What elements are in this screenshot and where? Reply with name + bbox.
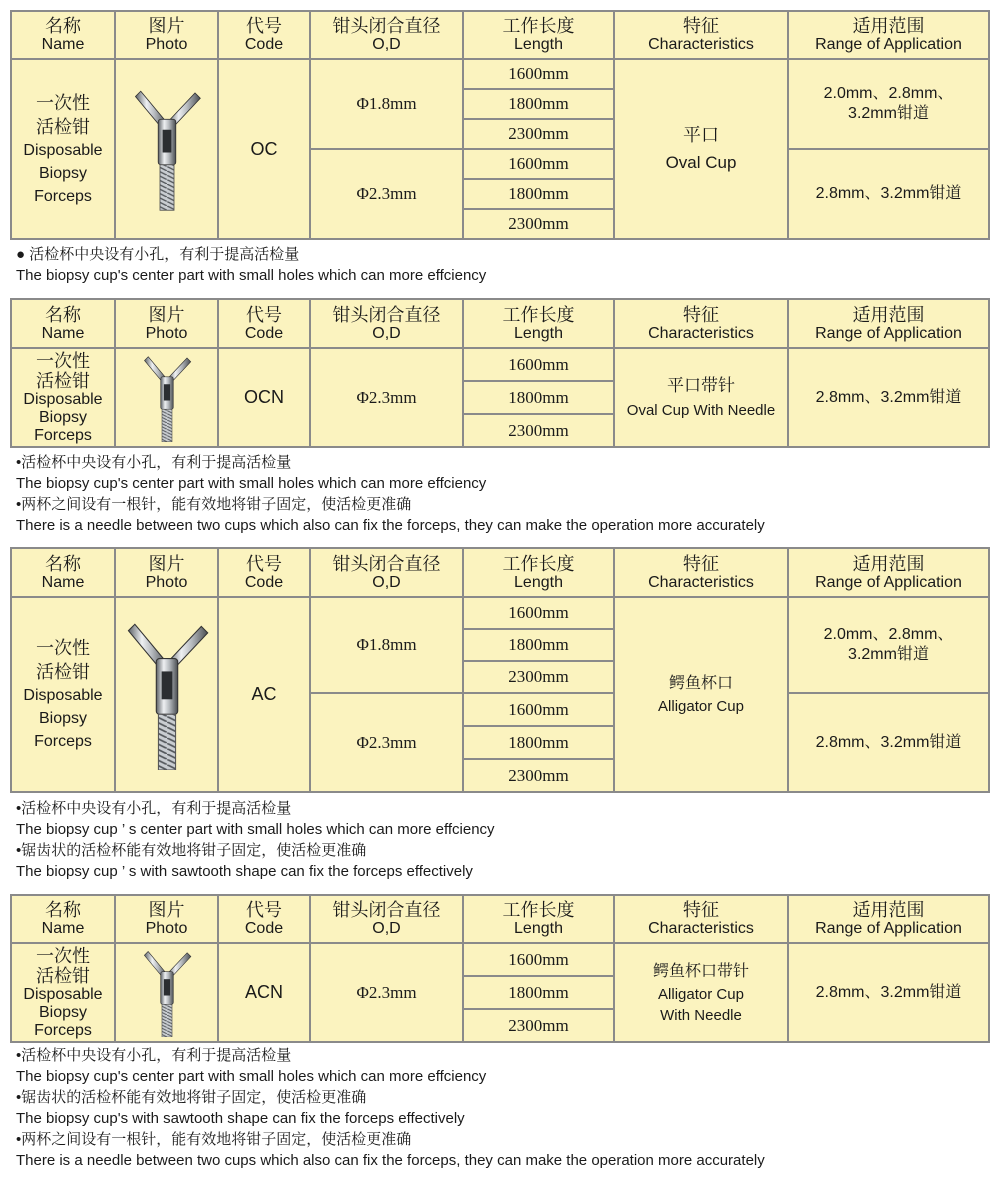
col-range: 适用范围 Range of Application — [788, 299, 989, 348]
col-length: 工作长度 Length — [463, 895, 614, 943]
col-name: 名称 Name — [11, 11, 115, 59]
note-line: The biopsy cup's center part with small holes which can more effciency — [16, 475, 487, 492]
range-value: 2.8mm、3.2mm钳道 — [788, 149, 989, 239]
length-value: 2300mm — [463, 759, 614, 792]
col-range: 适用范围 Range of Application — [788, 548, 989, 597]
length-value: 1800mm — [463, 179, 614, 209]
table-row — [11, 348, 989, 381]
length-value: 1600mm — [463, 348, 614, 381]
forceps-ocn-image — [142, 354, 192, 442]
feature-cell: 平口带针 Oval Cup With Needle — [614, 348, 788, 447]
col-feature: 特征 Characteristics — [614, 895, 788, 943]
length-value: 1600mm — [463, 59, 614, 89]
notes-oc — [16, 244, 486, 286]
note-line: •活检杯中央设有小孔，有利于提高活检量 — [16, 454, 292, 471]
notes-acn — [16, 1045, 765, 1171]
col-length: 工作长度 Length — [463, 299, 614, 348]
col-code: 代号 Code — [218, 895, 310, 943]
feature-cell: 平口 Oval Cup — [614, 59, 788, 239]
col-feature: 特征 Characteristics — [614, 548, 788, 597]
notes-ac — [16, 798, 495, 882]
product-name-cell: 一次性 活检钳 Disposable Biopsy Forceps — [11, 59, 115, 239]
note-line: ● 活检杯中央设有小孔，有利于提高活检量 — [16, 246, 300, 263]
length-value: 1600mm — [463, 149, 614, 179]
product-photo-cell — [115, 597, 218, 792]
product-code: AC — [218, 597, 310, 792]
table-header-row — [11, 895, 989, 943]
length-value: 1800mm — [463, 726, 614, 759]
length-value: 2300mm — [463, 1009, 614, 1042]
col-diameter: 钳头闭合直径 O,D — [310, 895, 463, 943]
note-line: There is a needle between two cups which also can fix the forceps, they can make the operation more accurately — [16, 1152, 765, 1169]
product-name-cell: 一次性 活检钳 Disposable Biopsy Forceps — [11, 597, 115, 792]
table-header-row — [11, 299, 989, 348]
note-line: The biopsy cup's center part with small holes which can more effciency — [16, 1068, 487, 1085]
note-line: The biopsy cup's center part with small holes which can more effciency — [16, 267, 487, 284]
col-photo: 图片 Photo — [115, 299, 218, 348]
col-code: 代号 Code — [218, 548, 310, 597]
spec-table-acn — [10, 894, 990, 1043]
diameter-value: Φ1.8mm — [310, 59, 463, 149]
length-value: 1800mm — [463, 629, 614, 661]
note-line: •锯齿状的活检杯能有效地将钳子固定，使活检更准确 — [16, 1089, 367, 1106]
col-diameter: 钳头闭合直径 O,D — [310, 11, 463, 59]
col-length: 工作长度 Length — [463, 548, 614, 597]
note-line: •锯齿状的活检杯能有效地将钳子固定，使活检更准确 — [16, 842, 367, 859]
diameter-value: Φ2.3mm — [310, 693, 463, 792]
col-name: 名称 Name — [11, 299, 115, 348]
length-value: 1800mm — [463, 976, 614, 1009]
range-value: 2.0mm、2.8mm、 3.2mm钳道 — [788, 59, 989, 149]
table-row — [11, 597, 989, 629]
length-value: 1600mm — [463, 693, 614, 726]
product-photo-cell — [115, 59, 218, 239]
spec-table-ocn — [10, 298, 990, 448]
col-range: 适用范围 Range of Application — [788, 895, 989, 943]
product-photo-cell — [115, 348, 218, 447]
product-name-cell: 一次性 活检钳 Disposable Biopsy Forceps — [11, 943, 115, 1042]
col-diameter: 钳头闭合直径 O,D — [310, 299, 463, 348]
feature-cell: 鳄鱼杯口 Alligator Cup — [614, 597, 788, 792]
spec-table-ac — [10, 547, 990, 793]
forceps-oc-image — [132, 78, 202, 220]
diameter-value: Φ2.3mm — [310, 348, 463, 447]
col-diameter: 钳头闭合直径 O,D — [310, 548, 463, 597]
col-name: 名称 Name — [11, 895, 115, 943]
product-code: OCN — [218, 348, 310, 447]
product-name-cell: 一次性 活检钳 Disposable Biopsy Forceps — [11, 348, 115, 447]
length-value: 1600mm — [463, 943, 614, 976]
note-line: •活检杯中央设有小孔，有利于提高活检量 — [16, 800, 292, 817]
spec-table-oc — [10, 10, 990, 240]
col-name: 名称 Name — [11, 548, 115, 597]
product-photo-cell — [115, 943, 218, 1042]
table-row — [11, 59, 989, 89]
diameter-value: Φ2.3mm — [310, 149, 463, 239]
diameter-value: Φ2.3mm — [310, 943, 463, 1042]
table-header-row — [11, 11, 989, 59]
col-feature: 特征 Characteristics — [614, 11, 788, 59]
range-value: 2.0mm、2.8mm、 3.2mm钳道 — [788, 597, 989, 693]
note-line: The biopsy cup ’ s center part with small holes which can more effciency — [16, 821, 495, 838]
note-line: •两杯之间设有一根针，能有效地将钳子固定，使活检更准确 — [16, 496, 412, 513]
col-photo: 图片 Photo — [115, 11, 218, 59]
col-feature: 特征 Characteristics — [614, 299, 788, 348]
col-photo: 图片 Photo — [115, 895, 218, 943]
forceps-acn-image — [138, 949, 196, 1037]
feature-cell: 鳄鱼杯口带针 Alligator Cup With Needle — [614, 943, 788, 1042]
col-photo: 图片 Photo — [115, 548, 218, 597]
diameter-value: Φ1.8mm — [310, 597, 463, 693]
length-value: 1800mm — [463, 89, 614, 119]
product-code: ACN — [218, 943, 310, 1042]
length-value: 1600mm — [463, 597, 614, 629]
col-code: 代号 Code — [218, 11, 310, 59]
note-line: The biopsy cup ’ s with sawtooth shape can fix the forceps effectively — [16, 863, 473, 880]
col-code: 代号 Code — [218, 299, 310, 348]
range-value: 2.8mm、3.2mm钳道 — [788, 943, 989, 1042]
col-length: 工作长度 Length — [463, 11, 614, 59]
length-value: 2300mm — [463, 661, 614, 693]
range-value: 2.8mm、3.2mm钳道 — [788, 693, 989, 792]
length-value: 1800mm — [463, 381, 614, 414]
col-range: 适用范围 Range of Application — [788, 11, 989, 59]
length-value: 2300mm — [463, 414, 614, 447]
note-line: •两杯之间设有一根针，能有效地将钳子固定，使活检更准确 — [16, 1131, 412, 1148]
notes-ocn — [16, 452, 765, 536]
length-value: 2300mm — [463, 209, 614, 239]
forceps-ac-image — [124, 620, 210, 770]
table-row — [11, 943, 989, 976]
product-code: OC — [218, 59, 310, 239]
table-header-row — [11, 548, 989, 597]
note-line: •活检杯中央设有小孔，有利于提高活检量 — [16, 1047, 292, 1064]
note-line: There is a needle between two cups which also can fix the forceps, they can make the operation more accurately — [16, 517, 765, 534]
note-line: The biopsy cup's with sawtooth shape can fix the forceps effectively — [16, 1110, 465, 1127]
range-value: 2.8mm、3.2mm钳道 — [788, 348, 989, 447]
length-value: 2300mm — [463, 119, 614, 149]
